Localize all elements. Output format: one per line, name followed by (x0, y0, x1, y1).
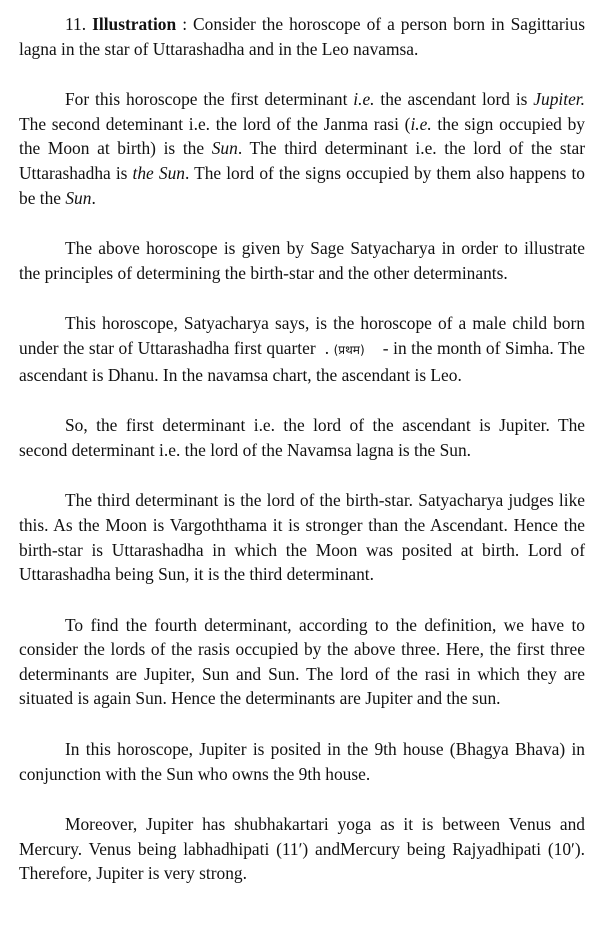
paragraph-first-determinant: So, the first determinant i.e. the lord of the ascendant is Jupiter. The second determinant i.e. the lord of the Navamsa lagna is the Sun. (19, 415, 585, 460)
document-page (19, 12, 585, 912)
italic-segment: Jupiter. (533, 89, 585, 110)
illustration-text: Consider the horoscope of a person born in Sagittarius lagna in the star of Uttarashadha and in the Leo navamsa. (19, 14, 585, 59)
text-segment: the sign occupied by the Moon at birth) is the (19, 113, 585, 159)
paragraph-illustration (19, 12, 585, 61)
italic-segment: Sun (211, 138, 238, 159)
paragraph-fourth-determinant: To find the fourth determinant, according to the definition, we have to consider the lords of the rasis occupied by the above three. Here, the first three determinants are Jupiter, Sun and Sun. The lord of the rasi in which they are situated is again Sun. Hence the determinants are Jupiter and the sun. (19, 614, 585, 709)
text-segment: The second deteminant i.e. the lord of the Janma rasi ( (19, 113, 411, 134)
illustration-number: 11. (65, 14, 93, 34)
paragraph-satyacharya: The above horoscope is given by Sage Satyacharya in order to illustrate the principles of determining the birth-star and the other determinants. (19, 238, 585, 283)
italic-segment: Sun (65, 187, 92, 208)
sanskrit-term: (प्रथम) (333, 342, 365, 357)
text-segment: . The lord of the signs occupied by them also happens to be the (19, 162, 586, 208)
text-segment: . The third determinant i.e. the lord of the star Uttarashadha is (19, 138, 585, 183)
illustration-colon: : (176, 14, 188, 34)
paragraph-jupiter-position: In this horoscope, Jupiter is posited in the 9th house (Bhagya Bhava) in conjunction with the Sun who owns the 9th house. (19, 739, 585, 784)
paragraph-male-child: This horoscope, Satyacharya says, is the horoscope of a male child born under the star of Uttarashadha first quarter . (प्रथम) - in the month of Simha. The ascendant is Dhanu. In the navamsa chart, the ascendant is Leo. (19, 313, 585, 385)
text-segment: the ascendant lord is (374, 89, 534, 110)
text-segment: . (91, 187, 96, 208)
paragraph-third-determinant: The third determinant is the lord of the birth-star. Satyacharya judges like this. As the Moon is Vargoththama it is stronger than the Ascendant. Hence the birth-star is Uttarashadha in which the Moon was posited at birth. Lord of Uttarashadha being Sun, it is the third determinant. (19, 490, 585, 585)
italic-segment: i.e. (410, 113, 432, 134)
text-segment: in the month of Simha. The ascendant is Dhanu. In the navamsa chart, the ascendant is Leo. (19, 337, 585, 385)
illustration-heading: Illustration (92, 14, 177, 34)
italic-segment: the Sun (132, 162, 185, 183)
paragraph-shubhakartari: Moreover, Jupiter has shubhakartari yoga as it is between Venus and Mercury. Venus being labhadhipati (11ʹ) andMercury being Rajyadhipati (10ʹ). Therefore, Jupiter is very strong. (19, 814, 585, 884)
paragraph-determinants (19, 87, 585, 210)
text-segment: For this horoscope the first determinant (65, 89, 354, 110)
italic-segment: i.e. (353, 89, 375, 110)
text-segment: This horoscope, Satyacharya says, is the horoscope of a male child born under the star of Uttarashadha first quarter (19, 313, 585, 358)
